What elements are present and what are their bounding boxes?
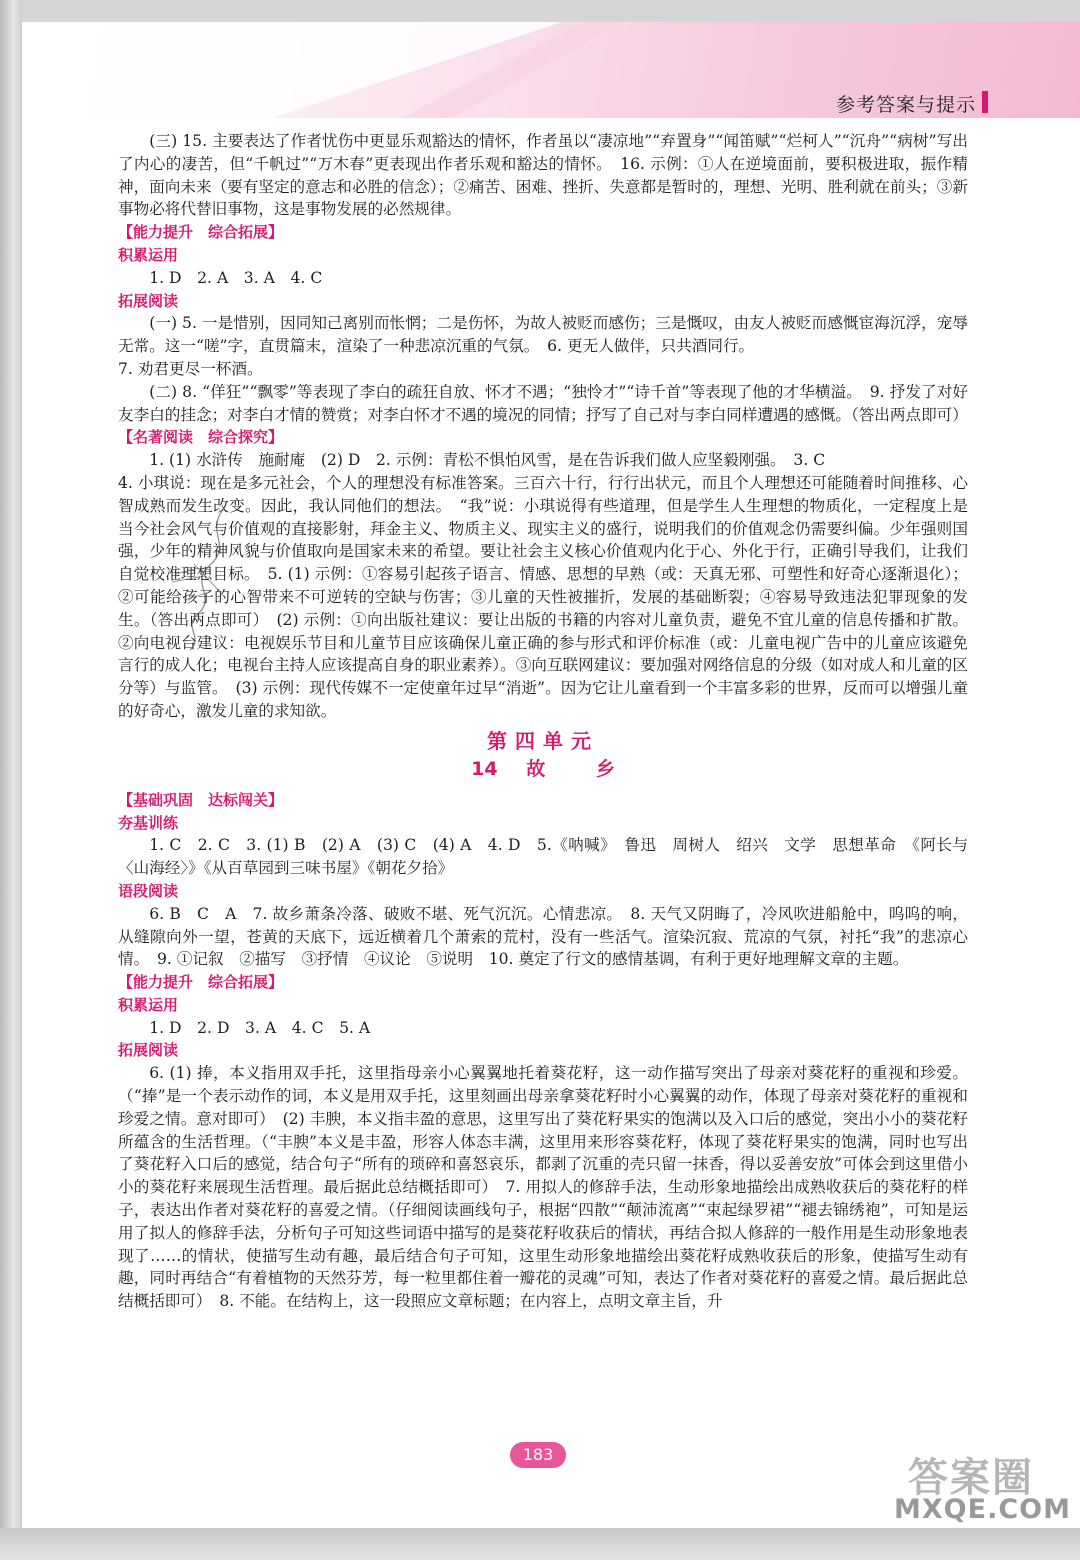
header-accent-bar <box>982 91 988 113</box>
subsection-heading: 积累运用 <box>118 245 179 264</box>
book-spine <box>0 0 22 1560</box>
paragraph: 6. (1) 捧，本义指用双手托，这里指母亲小心翼翼地托着葵花籽，这一动作描写突出了母亲对葵花籽的重视和珍爱。（“捧”是一个表示动作的词，本义是用双手托，这里刻画出母亲拿葵花籽时小心翼翼的动作，体现了母亲对葵花籽的重视和珍爱之情。意对即可） (2) 丰腴，本义指丰盈的意思，这里写出了葵花籽果实的饱满以及入口后的感觉，突出小小的葵花籽所蕴含的生活哲理。（“丰腴”本义是丰盈，形容人体态丰满，这里用来形容葵花籽，体现了葵花籽果实的饱满，同时也写出了葵花籽入口后的感觉，结合句子“所有的琐碎和喜怒哀乐，都剥了沉重的壳只留一抹香，得以妥善安放”可体会到这里借小小的葵花籽来展现生活哲理。最后据此总结概括即可） 7. 用拟人的修辞手法，生动形象地描绘出成熟收获后的葵花籽的样子，表达出作者对葵花籽的喜爱之情。（仔细阅读画线句子，根据“四散”“颠沛流离”“束起绿罗裙”“褪去锦绣袍”，可知是运用了拟人的修辞手法，分析句子可知这些词语中描写的是葵花籽收获后的情状，再结合拟人修辞的一般作用是生动形象地表现了……的情状，使描写生动有趣，最后结合句子可知，这里生动形象地描绘出葵花籽成熟收获后的形象，使描写生动有趣，同时再结合“有着植物的天然芬芳，每一粒里都住着一瓣花的灵魂”可知，表达了作者对葵花籽的喜爱之情。最后据此总结概括即可） 8. 不能。在结构上，这一段照应文章标题；在内容上，点明文章主旨，升 <box>118 1064 968 1311</box>
watermark-logo: 答案圈 <box>908 1455 1034 1501</box>
page-number: 183 <box>510 1442 566 1468</box>
header-title: 参考答案与提示 <box>835 94 976 116</box>
paragraph: 1. C 2. C 3. (1) B (2) A (3) C (4) A 4. D 5.《呐喊》 鲁迅 周树人 绍兴 文学 思想革命 《阿长与〈山海经〉》《从百草园到三味书屋》《朝花夕拾》 <box>118 836 968 878</box>
section-heading: 【名著阅读 综合探究】 <box>118 428 284 447</box>
paragraph: (二) 8. “佯狂”“飘零”等表现了李白的疏狂自放、怀才不遇；“独怜才”“诗千首”等表现了他的才华横溢。 9. 抒发了对好友李白的挂念；对李白才情的赞赏；对李白怀才不遇的境况的同情；抒写了自己对与李白同样遭遇的感慨。（答出两点即可） <box>118 382 968 424</box>
subsection-heading: 拓展阅读 <box>118 291 179 310</box>
paragraph: 1. D 2. D 3. A 4. C 5. A <box>149 1018 371 1037</box>
paragraph: 7. 劝君更尽一杯酒。 <box>118 359 263 378</box>
lesson-number: 14 <box>471 757 498 780</box>
paragraph: 6. B C A 7. 故乡萧条冷落、破败不堪、死气沉沉。心情悲凉。 8. 天气又阴晦了，冷风吹进船舱中，呜呜的响，从缝隙向外一望，苍黄的天底下，远近横着几个萧索的荒村，没有一些活气。渲染沉寂、荒凉的气氛，衬托“我”的悲凉心情。 9. ①记叙 ②描写 ③抒情 ④议论 ⑤说明 10. 奠定了行文的感情基调，有利于更好地理解文章的主题。 <box>118 904 968 969</box>
unit-title: 第四单元 <box>487 728 599 753</box>
page-bottom-shadow <box>0 1528 1080 1560</box>
pencil-scribble <box>164 504 254 654</box>
paragraph: 1. D 2. A 3. A 4. C <box>149 268 323 287</box>
paragraph: (三) 15. 主要表达了作者忧伤中更显乐观豁达的情怀，作者虽以“凄凉地”“弃置身”“闻笛赋”“烂柯人”“沉舟”“病树”写出了内心的凄苦，但“千帆过”“万木春”更表现出作者乐观和豁达的情怀。 16. 示例：①人在逆境面前，要积极进取，振作精神，面向未来（要有坚定的意志和必胜的信念）；②痛苦、困难、挫折、失意都是暂时的，理想、光明、胜利就在前头；③新事物必将代替旧事物，这是事物发展的必然规律。 <box>118 132 968 219</box>
subsection-heading: 积累运用 <box>118 995 179 1014</box>
section-heading: 【基础巩固 达标闯关】 <box>118 790 284 809</box>
subsection-heading: 语段阅读 <box>118 881 179 900</box>
lesson-title <box>118 755 968 783</box>
section-heading: 【能力提升 综合拓展】 <box>118 223 284 242</box>
lesson-char: 故 <box>526 757 546 780</box>
paragraph: 1. (1) 水浒传 施耐庵 (2) D 2. 示例：青松不惧怕风雪，是在告诉我们做人应坚毅刚强。 3. C <box>149 451 826 470</box>
watermark-text: MXQE.COM <box>894 1494 1071 1525</box>
paragraph: 4. 小琪说：现在是多元社会，个人的理想没有标准答案。三百六十行，行行出状元，而且个人理想还可能随着时间推移、心智成熟而发生改变。因此，我认同他们的想法。 “我”说：小琪说得有些道理，但是学生人生理想的物质化，一定程度上是当今社会风气与价值观的直接影射，拜金主义、物质主义、现实主义的盛行，说明我们的价值观念仍需要纠偏。少年强则国强，少年的精神风貌与价值取向是国家未来的希望。要让社会主义核心价值观内化于心、外化于行，正确引导我们，让我们自觉校准理想目标。 5. (1) 示例：①容易引起孩子语言、情感、思想的早熟（或：天真无邪、可塑性和好奇心逐渐退化）；②可能给孩子的心智带来不可逆转的空缺与伤害；③儿童的天性被摧折，发展的基础断裂；④容易导致违法犯罪现象的发生。（答出两点即可） (2) 示例：①向出版社建议：要让出版的书籍的内容对儿童负责，避免不宜儿童的信息传播和扩散。②向电视台建议：电视娱乐节目和儿童节目应该确保儿童正确的参与形式和评价标准（或：儿童电视广告中的儿童应该避免言行的成人化；电视台主持人应该提高自身的职业素养）。③向互联网建议：要加强对网络信息的分级（如对成人和儿童的区分等）与监管。 (3) 示例：现代传媒不一定使童年过早“消逝”。因为它让儿童看到一个丰富多彩的世界，反而可以增强儿童的好奇心，激发儿童的求知欲。 <box>118 473 968 720</box>
document-page <box>22 22 1080 1528</box>
lesson-char: 乡 <box>595 757 615 780</box>
paragraph: (一) 5. 一是惜别，因同知己离别而怅惘；二是伤怀，为故人被贬而感伤；三是慨叹，由友人被贬而感慨宦海沉浮，宠辱无常。这一“嗟”字，直贯篇末，渲染了一种悲凉沉重的气氛。 6. 更无人做伴，只共酒同行。 <box>118 314 968 356</box>
subsection-heading: 夯基训练 <box>118 813 179 832</box>
subsection-heading: 拓展阅读 <box>118 1041 179 1060</box>
answer-content <box>118 130 968 1313</box>
section-heading: 【能力提升 综合拓展】 <box>118 973 284 992</box>
